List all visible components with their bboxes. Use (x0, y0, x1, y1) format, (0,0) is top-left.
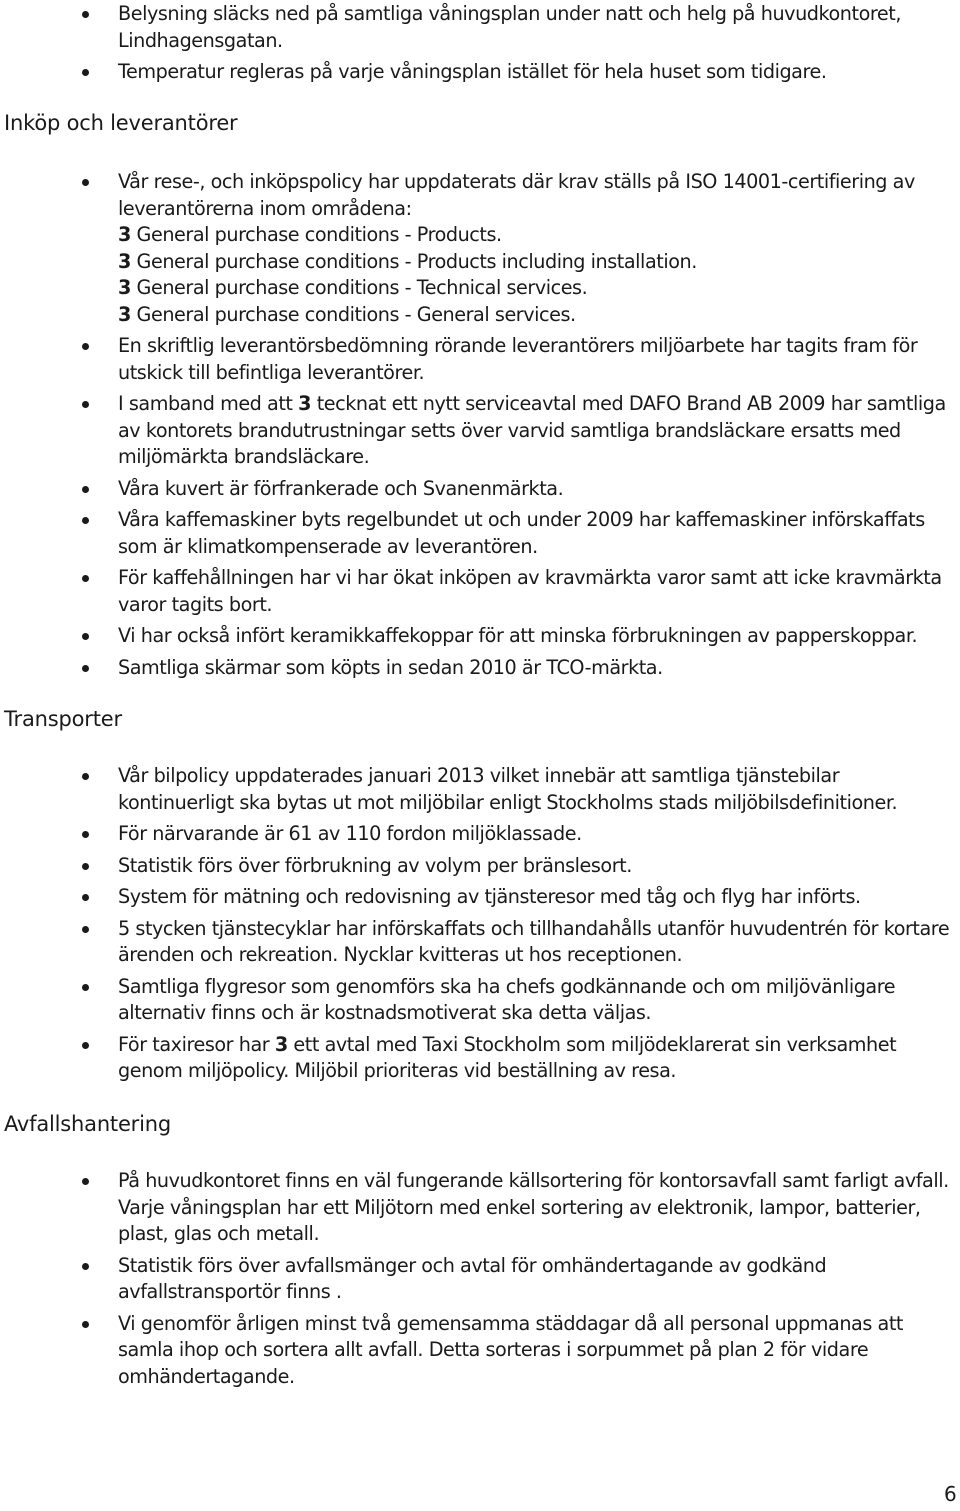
bullet-icon (82, 69, 89, 76)
list-item: Samtliga flygresor som genomförs ska ha chefs godkännande och om miljövänligare alternativ finns och är kostnadsmotiverat ska detta väljas. (0, 974, 958, 1027)
sub-line: 3 General purchase conditions - General services. (118, 302, 576, 326)
section-heading-purchasing: Inköp och leverantörer (4, 111, 238, 135)
list-item: Vår rese-, och inköpspolicy har uppdaterats där krav ställs på ISO 14001-certifiering av leverantörerna inom områdena: 3 General purchase conditions - Products. 3 General purchase conditions - Products including installation. 3 General purchase conditions - Technical services. 3 General purchase conditions - General services. (0, 169, 958, 328)
bullet-icon (82, 401, 89, 408)
bullet-icon (82, 773, 89, 780)
list-item: För närvarande är 61 av 110 fordon miljöklassade. (0, 821, 958, 848)
bullet-icon (82, 863, 89, 870)
bullet-icon (82, 665, 89, 672)
list-item: 5 stycken tjänstecyklar har införskaffats och tillhandahålls utanför huvudentrén för kortare ärenden och rekreation. Nycklar kvitteras ut hos receptionen. (0, 916, 958, 969)
bullet-icon (82, 1263, 89, 1270)
section-heading-transport: Transporter (4, 707, 122, 731)
list-item: I samband med att 3 tecknat ett nytt serviceavtal med DAFO Brand AB 2009 har samtliga av kontorets brandutrustningar setts över varvid samtliga brandsläckare ersatts med miljömärkta brandsläckare. (0, 391, 958, 471)
bullet-icon (82, 831, 89, 838)
sub-line: 3 General purchase conditions - Technical services. (118, 276, 588, 299)
bullet-icon (82, 1042, 89, 1049)
bullet-icon (82, 926, 89, 933)
waste-list (0, 1168, 960, 1395)
purchasing-list (0, 169, 960, 686)
transport-list (0, 763, 960, 1090)
sub-line: 3 General purchase conditions - Products including installation. (118, 249, 697, 273)
list-item: För taxiresor har 3 ett avtal med Taxi Stockholm som miljödeklarerat sin verksamhet genom miljöpolicy. Miljöbil prioriteras vid beställning av resa. (0, 1032, 958, 1085)
list-item: En skriftlig leverantörsbedömning rörande leverantörers miljöarbete har tagits fram för utskick till befintliga leverantörer. (0, 333, 958, 386)
sub-line: 3 General purchase conditions - Products. (118, 223, 502, 246)
section-heading-waste: Avfallshantering (4, 1112, 171, 1136)
bullet-icon (82, 179, 89, 186)
bullet-icon (82, 984, 89, 991)
list-item: System för mätning och redovisning av tjänsteresor med tåg och flyg har införts. (0, 884, 958, 911)
list-item: Vi genomför årligen minst två gemensamma städdagar då all personal uppmanas att samla ihop och sortera allt avfall. Detta sorteras i sorpummet på plan 2 för vidare omhändertagande. (0, 1311, 958, 1391)
list-item: Våra kuvert är förfrankerade och Svanenmärkta. (0, 476, 958, 503)
bullet-icon (82, 486, 89, 493)
list-item: Våra kaffemaskiner byts regelbundet ut och under 2009 har kaffemaskiner införskaffats som är klimatkompenserade av leverantören. (0, 507, 958, 560)
list-item: Vi har också infört keramikkaffekoppar för att minska förbrukningen av papperskoppar. (0, 623, 958, 650)
bullet-icon (82, 1178, 89, 1185)
page-number: 6 (944, 1482, 957, 1506)
intro-list (0, 1, 960, 91)
bullet-icon (82, 343, 89, 350)
list-item: Belysning släcks ned på samtliga våningsplan under natt och helg på huvudkontoret, Lindhagensgatan. (0, 1, 958, 54)
list-item: Statistik förs över avfallsmänger och avtal för omhändertagande av godkänd avfallstransportör finns . (0, 1253, 958, 1306)
list-item: På huvudkontoret finns en väl fungerande källsortering för kontorsavfall samt farligt avfall. Varje våningsplan har ett Miljötorn med enkel sortering av elektronik, lampor, batterier, plast, glas och metall. (0, 1168, 958, 1248)
bullet-icon (82, 575, 89, 582)
list-item: Temperatur regleras på varje våningsplan istället för hela huset som tidigare. (0, 59, 958, 86)
bullet-icon (82, 517, 89, 524)
list-item: Vår bilpolicy uppdaterades januari 2013 vilket innebär att samtliga tjänstebilar kontinuerligt ska bytas ut mot miljöbilar enligt Stockholms stads miljöbilsdefinitioner. (0, 763, 958, 816)
list-item: Samtliga skärmar som köpts in sedan 2010 är TCO-märkta. (0, 655, 958, 682)
bullet-icon (82, 894, 89, 901)
bullet-icon (82, 633, 89, 640)
list-item: Statistik förs över förbrukning av volym per bränslesort. (0, 853, 958, 880)
list-item: För kaffehållningen har vi har ökat inköpen av kravmärkta varor samt att icke kravmärkta varor tagits bort. (0, 565, 958, 618)
bullet-icon (82, 1321, 89, 1328)
bullet-icon (82, 11, 89, 18)
